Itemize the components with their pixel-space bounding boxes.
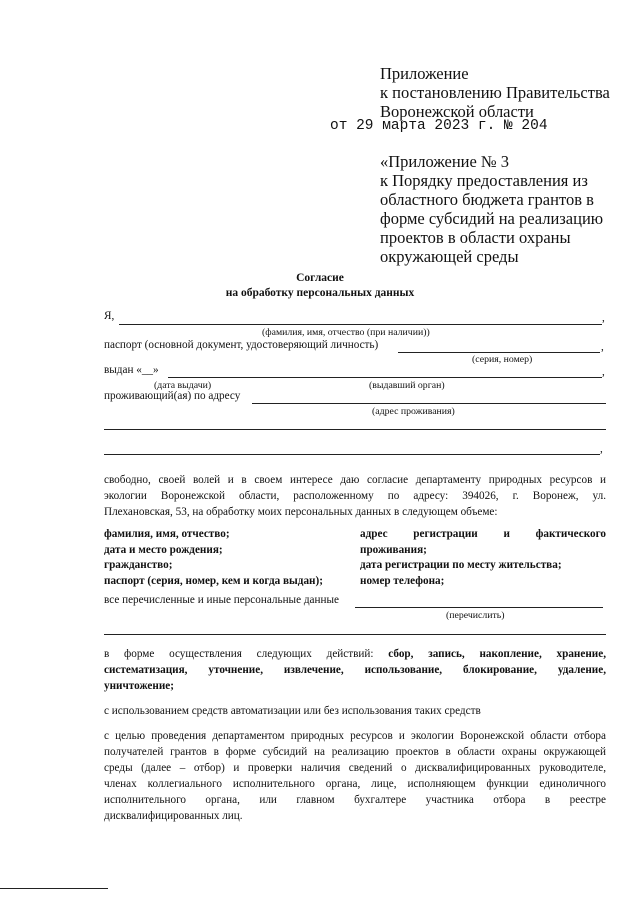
address-field-line-2[interactable]	[104, 429, 606, 430]
comma: ,	[601, 341, 604, 353]
passport-field[interactable]	[398, 352, 600, 353]
means-text: с использованием средств автоматизации или без использования таких средств	[104, 705, 481, 717]
series-caption: (серия, номер)	[472, 354, 533, 365]
list-item: проживания;	[360, 543, 427, 556]
appendix-line-2: к Порядку предоставления из	[380, 171, 588, 190]
appendix-line-6: окружающей среды	[380, 247, 519, 266]
actions-line-2: систематизация, уточнение, извлечение, использование, блокирование, удаление,	[104, 664, 606, 676]
footnote-separator	[0, 888, 108, 889]
list-item: фамилия, имя, отчество;	[104, 528, 230, 540]
purpose-line-6: дисквалифицированных лиц.	[104, 810, 243, 822]
address-field-line-3[interactable]	[104, 454, 600, 455]
appendix-heading: Приложение	[380, 64, 469, 83]
fio-field[interactable]	[119, 324, 602, 325]
appendix-line-3: областного бюджета грантов в	[380, 190, 594, 209]
actions-bold-list: сбор, запись, накопление, хранение,	[388, 648, 606, 660]
address-field[interactable]	[252, 403, 606, 404]
purpose-line-5: исполнительного органа, или главном бухгалтере участника отбора в реестре	[104, 794, 606, 806]
purpose-line-1: с целью проведения департаментом природных ресурсов и экологии Воронежской области отбора	[104, 730, 606, 742]
list-item: паспорт (серия, номер, кем и когда выдан);	[104, 574, 323, 587]
appendix-line-5: проектов в области охраны	[380, 228, 571, 247]
appendix-line-1: «Приложение № 3	[380, 152, 510, 171]
list-item: гражданство;	[104, 559, 173, 572]
passport-label: паспорт (основной документ, удостоверяющий личность)	[104, 339, 379, 351]
address-caption: (адрес проживания)	[372, 406, 455, 417]
region-name: Воронежской области	[380, 102, 534, 121]
purpose-line-4: членах коллегиального исполнительного органа, лице, исполняющем функции единоличного	[104, 778, 606, 790]
ya-label: Я,	[104, 310, 115, 322]
other-data-caption: (перечислить)	[446, 610, 505, 621]
consent-line-3: Плехановская, 53, на обработку моих персональных данных в следующем объеме:	[104, 506, 498, 518]
other-data-field-line-2[interactable]	[104, 634, 606, 635]
actions-line-3: уничтожение;	[104, 680, 174, 692]
consent-line-2: экологии Воронежской области, расположенному по адресу: 394026, г. Воронеж, ул.	[104, 490, 606, 502]
issued-label: выдан «__»	[104, 364, 159, 376]
purpose-line-3: среды (далее – отбор) и проверки наличия сведений о дисквалифицированных руководителе,	[104, 762, 606, 774]
data-list-left	[104, 527, 323, 589]
actions-line-1	[104, 646, 606, 662]
list-item: дата и место рождения;	[104, 543, 223, 556]
other-data-field[interactable]	[355, 607, 603, 608]
issue-date-caption: (дата выдачи)	[154, 380, 212, 391]
decree-date-number: от 29 марта 2023 г. № 204	[330, 118, 548, 134]
issued-field[interactable]	[168, 377, 602, 378]
purpose-line-2: получателей грантов в форме субсидий на реализацию проектов в области охраны окружающей	[104, 746, 606, 758]
other-data-label: все перечисленные и иные персональные данные	[104, 594, 339, 606]
actions-prefix: в форме осуществления следующих действий:	[104, 648, 374, 660]
residing-label: проживающий(ая) по адресу	[104, 390, 241, 402]
list-item: адрес регистрации и фактического	[360, 528, 606, 540]
fio-caption: (фамилия, имя, отчество (при наличии))	[262, 327, 430, 338]
list-item: дата регистрации по месту жительства;	[360, 559, 562, 572]
appendix-line-4: форме субсидий на реализацию	[380, 209, 604, 228]
document-subtitle: на обработку персональных данных	[225, 287, 415, 299]
issuer-caption: (выдавший орган)	[369, 380, 445, 391]
data-list-right	[360, 527, 606, 589]
comma: ,	[600, 443, 603, 455]
comma: ,	[602, 312, 605, 324]
decree-reference: к постановлению Правительства	[380, 83, 610, 102]
document-title: Согласие	[296, 272, 344, 284]
consent-line-1: свободно, своей волей и в своем интересе даю согласие департаменту природных ресурсов и	[104, 474, 606, 486]
comma: ,	[602, 366, 605, 378]
list-item: номер телефона;	[360, 574, 445, 587]
